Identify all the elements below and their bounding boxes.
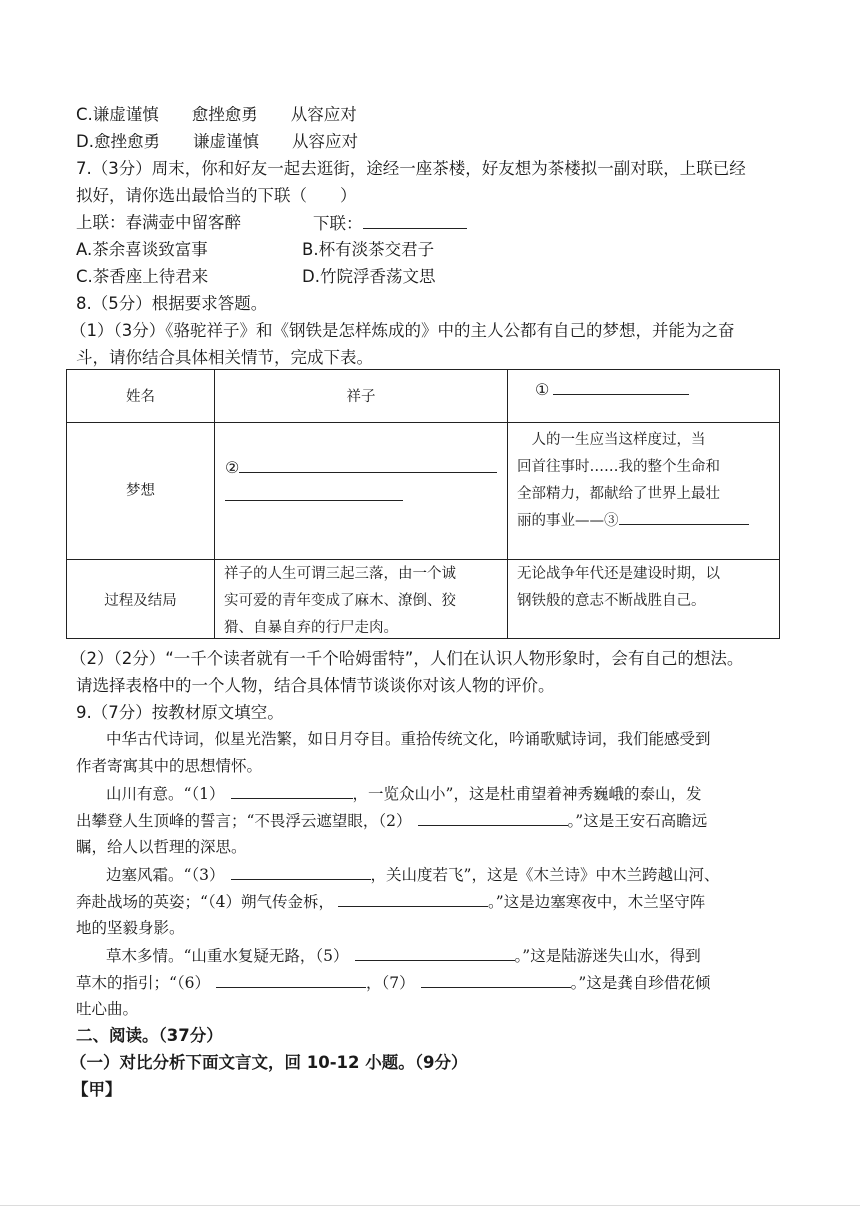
blank-q9-7[interactable] [421,971,571,988]
q7-lower-label: 下联： [313,214,363,233]
section-reading-title: 二、阅读。（37分） [76,1026,223,1045]
option-c: C.谦虚谨慎 愈挫愈勇 从容应对 [76,105,357,124]
page-bottom-edge [0,1205,860,1206]
blank-q9-1[interactable] [231,782,353,799]
q9-para-plants-1 [106,944,701,967]
text: 出攀登人生顶峰的誓言；“不畏浮云遮望眼，（2） [76,812,412,830]
q7-answer-blank[interactable] [363,212,467,229]
option-d: D.愈挫愈勇 谦虚谨慎 从容应对 [76,132,358,151]
blank-1-line[interactable] [553,378,689,395]
blank-number-1: ① [535,380,550,399]
q9-para-frontier-3: 地的坚毅身影。 [76,919,185,937]
table-row-divider [67,422,779,423]
q8-part1: （1）（3分）《骆驼祥子》和《钢铁是怎样炼成的》中的主人公都有自己的梦想，并能为之奋 [70,321,735,340]
blank-2-line-cont[interactable] [225,500,403,501]
q7-stem: 7.（3分）周末，你和好友一起去逛街，途经一座茶楼，好友想为茶楼拟一副对联，上联已经 [76,159,746,178]
q9-para-plants-2 [76,971,710,994]
q9-para-frontier-2 [76,890,705,913]
q7-option-b: B.杯有淡茶交君子 [302,240,435,259]
q9-para-mountain-3: 瞩，给人以哲理的深思。 [76,838,247,856]
q7-stem-cont: 拟好，请你选出最恰当的下联（ ） [76,186,357,205]
text: ，（7） [366,974,415,992]
text: 边塞风霜。“（3） [106,866,225,884]
text: 。”这是边塞寒夜中，木兰坚守阵 [488,893,706,911]
process-xiangzi-1: 祥子的人生可谓三起三落，由一个诚 [224,566,456,582]
process-xiangzi-2: 实可爱的青年变成了麻木、潦倒、狡 [224,593,456,609]
text: 奔赴战场的英姿；“（4）朔气传金柝， [76,893,335,911]
q9-intro-1: 中华古代诗词，似星光浩繁，如日月夺目。重拾传统文化，吟诵歌赋诗词，我们能感受到 [106,730,711,748]
blank-3-line[interactable] [619,508,749,525]
table-row-divider [67,559,779,560]
q8-part1-cont: 斗，请你结合具体相关情节，完成下表。 [76,348,373,367]
q9-para-frontier-1 [106,863,719,886]
character-table [66,369,780,639]
blank-q9-5[interactable] [355,944,515,961]
q8-part2: （2）（2分）“一千个读者就有一千个哈姆雷特”，人们在认识人物形象时，会有自己的想法。 [70,649,744,668]
header-blank-1 [535,376,689,403]
process-paul-1: 无论战争年代还是建设时期，以 [517,566,720,582]
q8-stem: 8.（5分）根据要求答题。 [76,294,268,313]
dream-xiangzi [225,454,497,481]
blank-q9-4[interactable] [338,890,488,907]
header-xiangzi: 祥子 [346,389,376,405]
q7-option-a: A.茶余喜谈致富事 [76,240,208,259]
text: 草木的指引；“（6） [76,974,211,992]
q8-part2-cont: 请选择表格中的一个人物，结合具体情节谈谈你对该人物的评价。 [76,676,555,695]
q9-stem: 9.（7分）按教材原文填空。 [76,703,284,722]
row-dream-label: 梦想 [126,483,155,499]
q9-intro-2: 作者寄寓其中的思想情怀。 [76,757,263,775]
blank-q9-3[interactable] [231,863,371,880]
text: ，一览众山小”，这是杜甫望着神秀巍峨的泰山，发 [352,785,702,803]
table-col-divider [507,370,508,638]
dream-line-4 [517,508,749,535]
section-classical-title: （一）对比分析下面文言文，回 10-12 小题。（9分） [70,1053,468,1072]
text: 。”这是陆游迷失山水，得到 [514,947,701,965]
row-process-label: 过程及结局 [104,593,177,609]
header-name: 姓名 [126,389,155,405]
process-xiangzi-3: 猾、自暴自弃的行尸走肉。 [224,620,398,636]
text-jia-label: 【甲】 [72,1080,122,1099]
blank-q9-2[interactable] [418,809,568,826]
blank-2-line[interactable] [239,456,497,473]
q9-para-mountain-2 [76,809,707,832]
q7-option-c: C.茶香座上待君来 [76,267,209,286]
dream-line-4-text: 丽的事业——③ [517,513,619,529]
text: 。”这是龚自珍借花倾 [570,974,711,992]
dream-line-1: 人的一生应当这样度过，当 [517,432,706,448]
q7-upper-couplet: 上联：春满壶中留客醉 [76,213,241,232]
q7-option-d: D.竹院浮香荡文思 [302,267,436,286]
text: 山川有意。“（1） [106,785,225,803]
blank-number-2: ② [225,458,240,477]
q9-para-plants-3: 吐心曲。 [76,1000,139,1018]
q9-para-mountain-1 [106,782,701,805]
text: ，关山度若飞”，这是《木兰诗》中木兰跨越山河、 [370,866,720,884]
blank-q9-6[interactable] [216,971,366,988]
dream-line-3: 全部精力，都献给了世界上最壮 [517,486,720,502]
text: 草木多情。“山重水复疑无路，（5） [106,947,349,965]
process-paul-2: 钢铁般的意志不断战胜自己。 [517,593,706,609]
text: 。”这是王安石高瞻远 [567,812,708,830]
q7-lower-couplet [313,212,467,235]
dream-line-2: 回首往事时……我的整个生命和 [517,459,720,475]
